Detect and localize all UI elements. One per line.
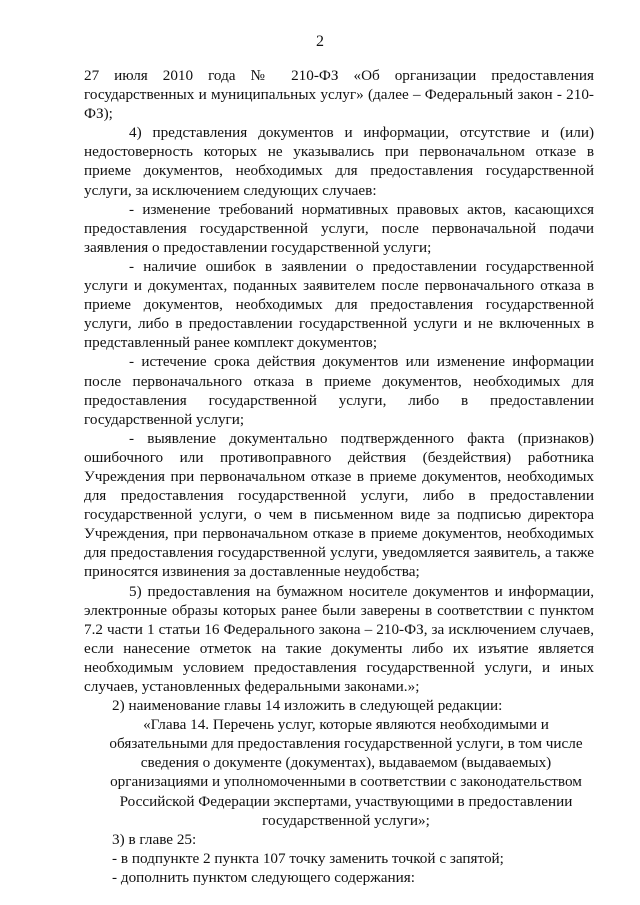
paragraph-bullet-subitem-107: - в подпункте 2 пункта 107 точку заменить точкой с запятой; <box>112 849 504 867</box>
paragraph-bullet-add-item: - дополнить пунктом следующего содержания: <box>112 868 415 886</box>
document-body <box>84 66 594 887</box>
paragraph-bullet-requirements-change: - изменение требований нормативных правовых актов, касающихся предоставления государственной услуги, после первоначальной подачи заявления о предоставлении государственной услуги; <box>84 200 594 256</box>
page-number: 2 <box>316 33 324 50</box>
paragraph-item-3-chapter-25: 3) в главе 25: <box>112 830 197 848</box>
paragraph-bullet-expiry: - истечение срока действия документов или изменение информации после первоначального отказа в приеме документов, необходимых для предоставления государственной услуги, либо в предоставлении государственной услуги; <box>84 353 594 428</box>
paragraph-item-5: 5) предоставления на бумажном носителе документов и информации, электронные образы которых ранее были заверены в соответствии с пунктом 7.2 части 1 статьи 16 Федерального закона – 210-ФЗ, за исключением случаев, если нанесение отметок на такие документы либо их изъятие является необходимым условием предоставления государственной услуги, и иных случаев, установленных федеральными законами.»; <box>84 582 594 695</box>
paragraph-law-reference: 27 июля 2010 года № 210-ФЗ «Об организации предоставления государственных и муниципальных услуг» (далее – Федеральный закон - 210-ФЗ); <box>84 67 594 123</box>
paragraph-item-4: 4) представления документов и информации, отсутствие и (или) недостоверность которых не указывались при первоначальном отказе в приеме документов, необходимых для предоставления государственной услуги, за исключением следующих случаев: <box>84 124 594 199</box>
paragraph-chapter-14-title-quote: «Глава 14. Перечень услуг, которые являются необходимыми и обязательными для предоставления государственной услуги, в том числе сведения о документе (документах), выдаваемом (выдаваемых) организациями и уполномоченными в соответствии с законодательством Российской Федерации экспертами, участвующими в предоставлении государственной услуги»; <box>109 716 583 829</box>
paragraph-bullet-fact-detection: - выявление документально подтвержденного факта (признаков) ошибочного или противоправного действия (бездействия) работника Учреждения при первоначальном отказе в приеме документов, необходимых для предоставления государственной услуги, либо в предоставлении государственной услуги, о чем в письменном виде за подписью директора Учреждения, при первоначальном отказе в приеме документов, необходимых для предоставления государственной услуги, уведомляется заявитель, а также приносятся извинения за доставленные неудобства; <box>84 429 594 581</box>
paragraph-bullet-errors: - наличие ошибок в заявлении о предоставлении государственной услуги и документах, поданных заявителем после первоначального отказа в приеме документов, необходимых для предоставления государственной услуги, либо в предоставлении государственной услуги и не включенных в представленный ранее комплект документов; <box>84 257 594 352</box>
paragraph-item-2-chapter-14: 2) наименование главы 14 изложить в следующей редакции: <box>112 697 503 715</box>
